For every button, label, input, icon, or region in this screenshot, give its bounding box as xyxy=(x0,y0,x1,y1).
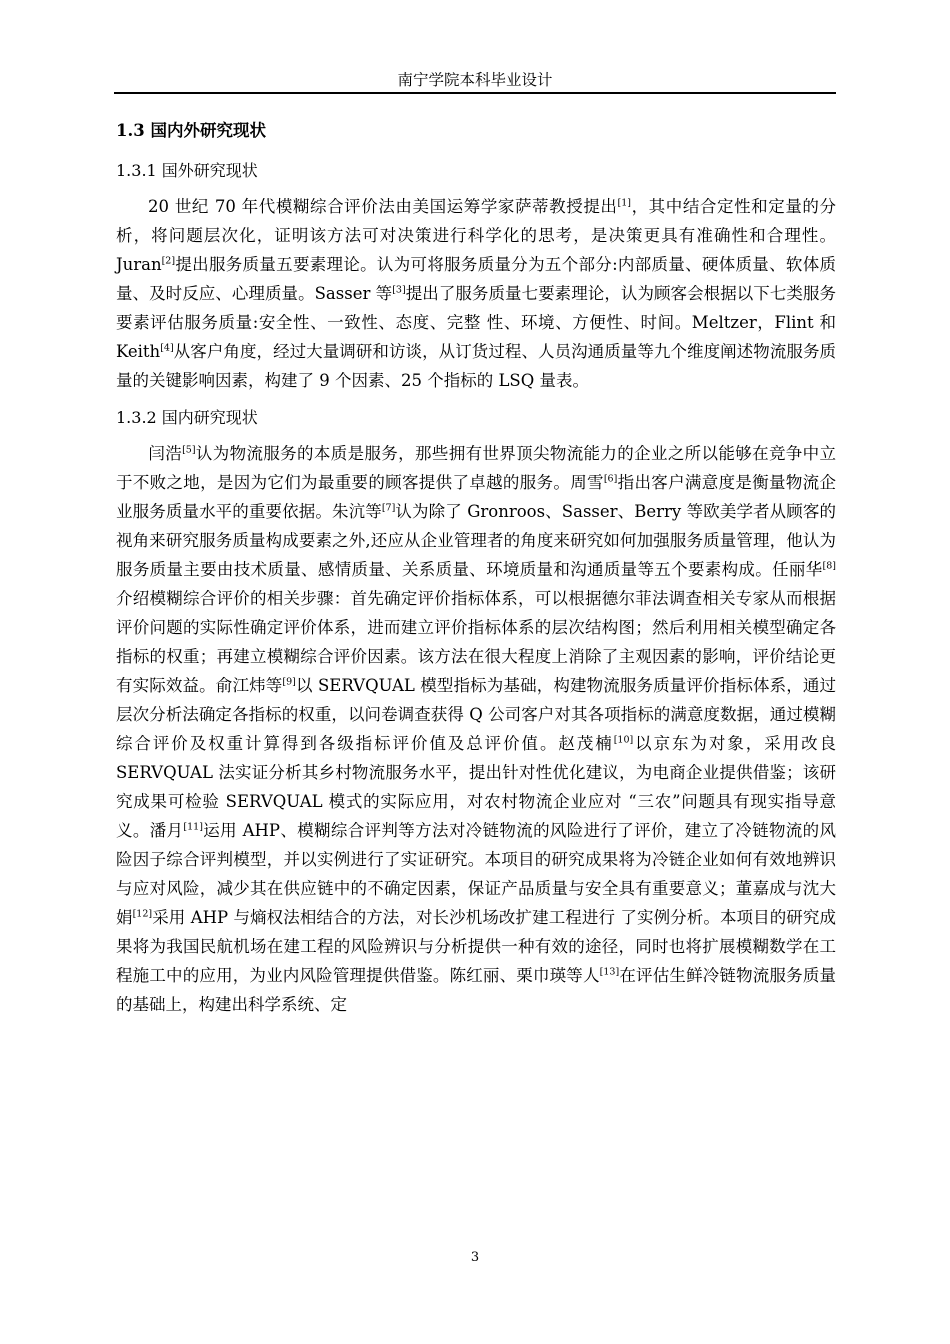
page-number: 3 xyxy=(470,1250,480,1265)
citation-ref: [1] xyxy=(617,197,631,209)
citation-ref: [12] xyxy=(132,908,153,920)
paragraph-domestic-research: 闫浩[5]认为物流服务的本质是服务，那些拥有世界顶尖物流能力的企业之所以能够在竞争中立于不败之地，是因为它们为最重要的顾客提供了卓越的服务。周雪[6]指出客户满意度是衡量物流企业服务质量水平的重要依据。朱沆等[7]认为除了 Gronroos、Sasser、Berry 等欧美学者从顾客的视角来研究服务质量构成要素之外,还应从企业管理者的角度来研究如何加强服务质量管理，他认为服务质量主要由技术质量、感情质量、关系质量、环境质量和沟通质量等五个要素构成。任丽华[8]介绍模糊综合评价的相关步骤：首先确定评价指标体系，可以根据德尔菲法调查相关专家从而根据评价问题的实际性确定评价体系，进而建立评价指标体系的层次结构图；然后利用相关模型确定各指标的权重；再建立模糊综合评价因素。该方法在很大程度上消除了主观因素的影响，评价结论更有实际效益。俞江炜等[9]以 SERVQUAL 模型指标为基础，构建物流服务质量评价指标体系，通过层次分析法确定各指标的权重，以问卷调查获得 Q 公司客户对其各项指标的满意度数据，通过模糊综合评价及权重计算得到各级指标评价值及总评价值。赵茂楠[10]以京东为对象，采用改良 SERVQUAL 法实证分析其乡村物流服务水平，提出针对性优化建议，为电商企业提供借鉴；该研究成果可检验 SERVQUAL 模式的实际应用，对农村物流企业应对 “三农”问题具有现实指导意义。潘月[11]运用 AHP、模糊综合评判等方法对冷链物流的风险进行了评价，建立了冷链物流的风险因子综合评判模型，并以实例进行了实证研究。本项目的研究成果将为冷链企业如何有效地辨识与应对风险，减少其在供应链中的不确定因素，保证产品质量与安全具有重要意义；董嘉成与沈大娟[12]采用 AHP 与熵权法相结合的方法，对长沙机场改扩建工程进行 了实例分析。本项目的研究成果将为我国民航机场在建工程的风险辨识与分析提供一种有效的途径，同时也将扩展模糊数学在工程施工中的应用，为业内风险管理提供借鉴。陈红丽、栗巾瑛等人[13]在评估生鲜冷链物流服务质量的基础上，构建出科学系统、定 xyxy=(116,444,837,1014)
citation-ref: [13] xyxy=(599,966,620,978)
citation-ref: [7] xyxy=(381,502,396,514)
section-heading: 1.3 国内外研究现状 xyxy=(116,121,266,140)
subsection-heading-foreign: 1.3.1 国外研究现状 xyxy=(116,161,258,180)
citation-ref: [4] xyxy=(160,342,174,354)
citation-ref: [9] xyxy=(282,676,296,688)
citation-ref: [10] xyxy=(613,734,634,746)
citation-ref: [5] xyxy=(182,444,196,456)
page-body xyxy=(116,118,836,1029)
citation-ref: [2] xyxy=(161,255,176,267)
page-header: 南宁学院本科毕业设计 xyxy=(397,71,553,89)
citation-ref: [8] xyxy=(822,560,836,572)
subsection-heading-domestic: 1.3.2 国内研究现状 xyxy=(116,408,258,427)
header-rule xyxy=(114,92,836,94)
citation-ref: [11] xyxy=(183,821,203,833)
citation-ref: [6] xyxy=(603,473,618,485)
paragraph-foreign-research: 20 世纪 70 年代模糊综合评价法由美国运筹学家萨蒂教授提出[1]，其中结合定性和定量的分析，将问题层次化，证明该方法可对决策进行科学化的思考，是决策更具有准确性和合理性。Juran[2]提出服务质量五要素理论。认为可将服务质量分为五个部分:内部质量、硬体质量、软体质量、及时反应、心理质量。Sasser 等[3]提出了服务质量七要素理论，认为顾客会根据以下七类服务要素评估服务质量:安全性、一致性、态度、完整 性、环境、方便性、时间。Meltzer，Flint 和 Keith[4]从客户角度，经过大量调研和访谈，从订货过程、人员沟通质量等九个维度阐述物流服务质量的关键影响因素，构建了 9 个因素、25 个指标的 LSQ 量表。 xyxy=(116,197,837,390)
citation-ref: [3] xyxy=(392,284,406,296)
